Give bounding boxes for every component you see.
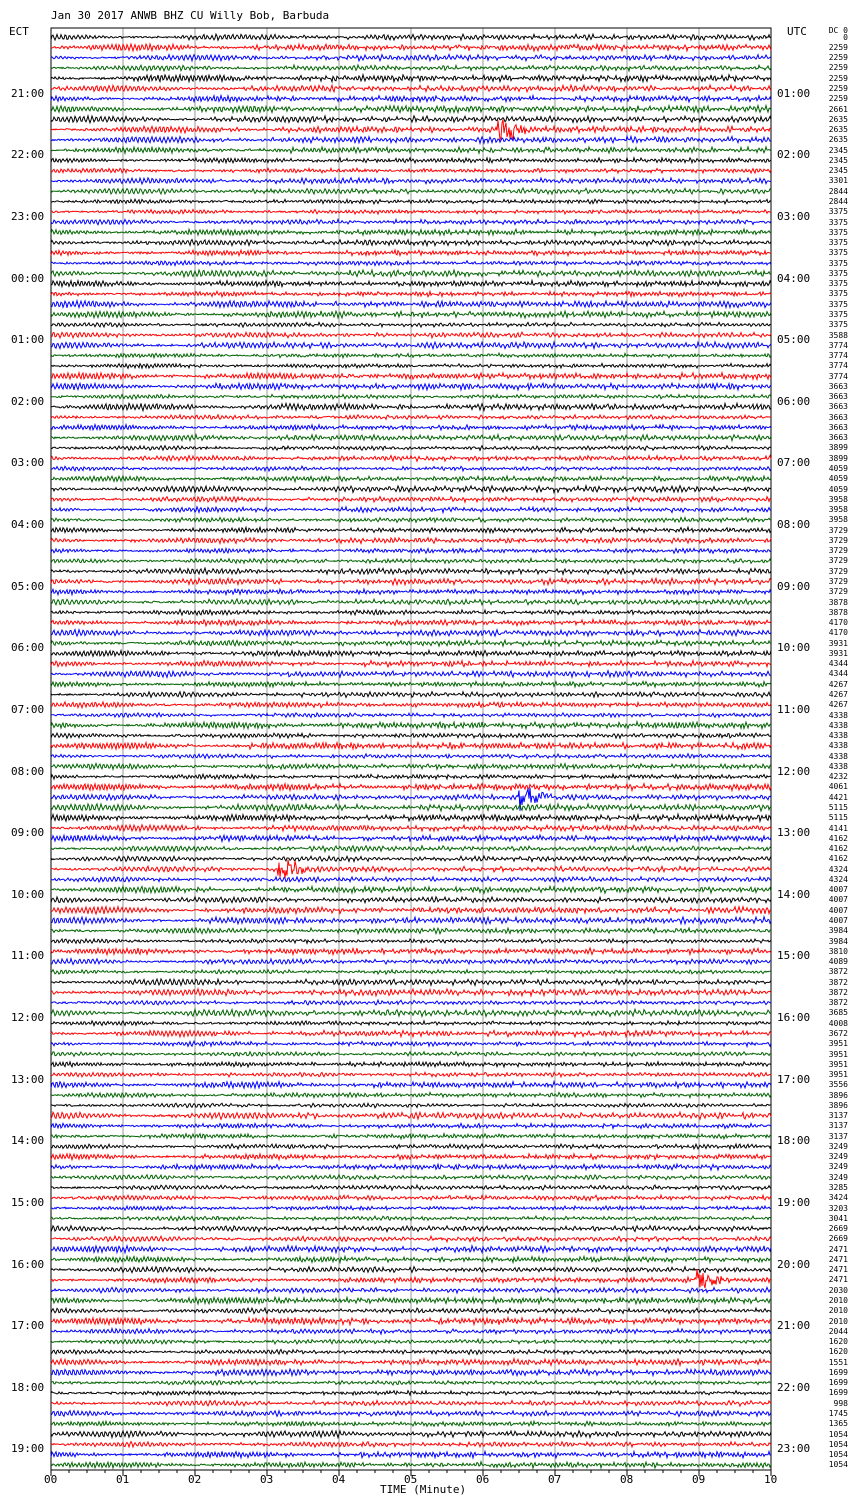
dc-offset-label: 4059 — [828, 464, 848, 474]
minute-gridlines — [51, 28, 771, 1470]
dc-offset-label: 4338 — [828, 710, 848, 720]
dc-offset-label: 4338 — [828, 751, 848, 761]
dc-offset-label: 3774 — [828, 351, 848, 361]
right-hour-label: 18:00 — [777, 1134, 811, 1148]
x-tick-label: 02 — [188, 1473, 202, 1486]
dc-offset-label: 3375 — [828, 289, 848, 299]
left-hour-label: 01:00 — [11, 333, 45, 347]
dc-offset-label: 2259 — [828, 94, 848, 104]
dc-offset-label: 2661 — [828, 104, 848, 114]
dc-offset-label: 1054 — [828, 1429, 848, 1439]
dc-offset-label: 3285 — [828, 1183, 848, 1193]
right-hour-label: 05:00 — [777, 333, 811, 347]
dc-offset-label: 4324 — [828, 874, 848, 884]
dc-offset-label: 2669 — [828, 1234, 848, 1244]
left-hour-label: 05:00 — [11, 579, 45, 593]
left-hour-label: 18:00 — [11, 1380, 45, 1394]
dc-offset-label: 4059 — [828, 484, 848, 494]
dc-offset-label: 4267 — [828, 679, 848, 689]
dc-offset-label: 2010 — [828, 1316, 848, 1326]
dc-offset-label: 3729 — [828, 566, 848, 576]
dc-offset-label: 3958 — [828, 505, 848, 515]
dc-offset-label: 4170 — [828, 628, 848, 638]
dc-offset-label: 2635 — [828, 114, 848, 124]
dc-offset-label: 2345 — [828, 166, 848, 176]
dc-offset-label: 3984 — [828, 936, 848, 946]
x-tick-label: 01 — [116, 1473, 130, 1486]
dc-offset-label: 2471 — [828, 1275, 848, 1285]
right-hour-label: 15:00 — [777, 949, 811, 963]
dc-offset-label: 4344 — [828, 669, 848, 679]
dc-offset-label: 3931 — [828, 648, 848, 658]
dc-offset-label: 2635 — [828, 135, 848, 145]
dc-offset-label: 4007 — [828, 885, 848, 895]
dc-offset-label: 3375 — [828, 248, 848, 258]
dc-offset-label: 3375 — [828, 309, 848, 319]
dc-offset-label: 4421 — [828, 792, 848, 802]
chart-title: Jan 30 2017 ANWB BHZ CU Willy Bob, Barbuda — [51, 9, 330, 22]
dc-offset-label: 2471 — [828, 1254, 848, 1264]
right-hour-label: 19:00 — [777, 1195, 811, 1209]
dc-offset-label: 4162 — [828, 844, 848, 854]
dc-offset-label: 3137 — [828, 1121, 848, 1131]
dc-offset-label: 3774 — [828, 371, 848, 381]
left-hour-label: 11:00 — [11, 949, 45, 963]
dc-offset-label: 2259 — [828, 42, 848, 52]
dc-offset-label: 4344 — [828, 659, 848, 669]
dc-offset-label: 4338 — [828, 720, 848, 730]
right-hour-label: 07:00 — [777, 456, 811, 470]
dc-offset-label: 0 — [843, 32, 848, 42]
dc-offset-label: 4007 — [828, 905, 848, 915]
dc-offset-label: 3556 — [828, 1080, 848, 1090]
x-tick-label: 06 — [476, 1473, 490, 1486]
dc-offset-label: 1745 — [828, 1409, 848, 1418]
right-hour-label: 11:00 — [777, 702, 811, 716]
x-tick-label: 00 — [44, 1473, 58, 1486]
dc-offset-label: 3899 — [828, 443, 848, 453]
dc-offset-label: 4059 — [828, 474, 848, 484]
x-tick-label: 07 — [548, 1473, 562, 1486]
dc-offset-label: 3375 — [828, 320, 848, 330]
left-timezone-label: ECT — [9, 25, 29, 38]
dc-offset-label: 4089 — [828, 957, 848, 967]
dc-offset-label: 2044 — [828, 1326, 848, 1336]
dc-header: DC 0 — [828, 26, 848, 35]
dc-offset-label: 4338 — [828, 731, 848, 741]
dc-offset-label: 4338 — [828, 741, 848, 751]
dc-offset-label: 3663 — [828, 402, 848, 412]
dc-offset-label: 3872 — [828, 987, 848, 997]
dc-offset-label: 3774 — [828, 340, 848, 350]
dc-offset-label: 2345 — [828, 145, 848, 155]
dc-offset-label: 2259 — [828, 53, 848, 63]
right-hour-label: 04:00 — [777, 271, 811, 285]
right-hour-label: 23:00 — [777, 1442, 811, 1456]
dc-offset-label: 5115 — [828, 813, 848, 823]
x-tick-label: 05 — [404, 1473, 418, 1486]
dc-offset-label: 3375 — [828, 227, 848, 237]
left-hour-label: 23:00 — [11, 209, 45, 223]
dc-offset-label: 1054 — [828, 1439, 848, 1449]
left-hour-label: 00:00 — [11, 271, 45, 285]
left-hour-label: 12:00 — [11, 1011, 45, 1025]
dc-offset-label: 3958 — [828, 494, 848, 504]
dc-offset-label: 3872 — [828, 998, 848, 1008]
right-hour-label: 20:00 — [777, 1257, 811, 1271]
right-hour-label: 06:00 — [777, 394, 811, 408]
dc-offset-label: 3663 — [828, 392, 848, 402]
dc-offset-label: 2635 — [828, 125, 848, 135]
left-hour-label: 19:00 — [11, 1442, 45, 1456]
right-hour-label: 12:00 — [777, 764, 811, 778]
dc-offset-label: 3685 — [828, 1008, 848, 1018]
dc-offset-label: 3375 — [828, 238, 848, 248]
dc-offset-label: 3041 — [828, 1213, 848, 1223]
dc-offset-label: 3774 — [828, 361, 848, 371]
right-hour-label: 14:00 — [777, 887, 811, 901]
left-hour-label: 21:00 — [11, 86, 45, 100]
dc-offset-label: 4061 — [828, 782, 848, 792]
dc-offset-label: 4267 — [828, 690, 848, 699]
dc-offset-label: 3896 — [828, 1090, 848, 1100]
dc-offset-label: 3249 — [828, 1141, 848, 1151]
left-hour-label: 03:00 — [11, 456, 45, 470]
dc-offset-label: 1620 — [828, 1347, 848, 1357]
dc-offset-label: 3878 — [828, 607, 848, 617]
x-tick-label: 10 — [764, 1473, 778, 1486]
dc-offset-label: 1620 — [828, 1337, 848, 1347]
dc-offset-label: 3375 — [828, 299, 848, 309]
left-hour-label: 16:00 — [11, 1257, 45, 1271]
dc-offset-label: 3931 — [828, 638, 848, 648]
right-timezone-label: UTC — [787, 25, 807, 38]
dc-offset-label: 3729 — [828, 525, 848, 535]
x-axis-label: TIME (Minute) — [380, 1483, 467, 1496]
dc-offset-label: 2844 — [828, 186, 848, 196]
left-hour-label: 06:00 — [11, 641, 45, 655]
dc-offset-label: 3872 — [828, 967, 848, 977]
dc-offset-label: 3729 — [828, 577, 848, 587]
left-hour-label: 10:00 — [11, 887, 45, 901]
dc-offset-label: 3810 — [828, 946, 848, 956]
x-tick-label: 08 — [620, 1473, 634, 1486]
dc-offset-label: 3663 — [828, 381, 848, 391]
dc-offset-label: 3729 — [828, 535, 848, 545]
dc-offset-label: 4162 — [828, 833, 848, 843]
dc-offset-label: 4324 — [828, 864, 848, 874]
dc-offset-label: 1699 — [828, 1378, 848, 1388]
dc-offset-label: 1365 — [828, 1419, 848, 1429]
dc-offset-label: 4232 — [828, 772, 848, 782]
dc-offset-label: 3729 — [828, 546, 848, 556]
left-hour-label: 07:00 — [11, 702, 45, 716]
right-hour-label: 22:00 — [777, 1380, 811, 1394]
dc-offset-label: 1551 — [828, 1357, 848, 1367]
right-hour-label: 21:00 — [777, 1319, 811, 1333]
dc-offset-label: 2010 — [828, 1296, 848, 1306]
dc-offset-label: 3375 — [828, 268, 848, 278]
dc-offset-label: 1699 — [828, 1367, 848, 1377]
dc-offset-label: 3951 — [828, 1049, 848, 1059]
dc-offset-label: 2030 — [828, 1285, 848, 1295]
dc-offset-label: 3672 — [828, 1028, 848, 1038]
dc-offset-label: 3899 — [828, 453, 848, 463]
left-hour-label: 14:00 — [11, 1134, 45, 1148]
dc-offset-label: 1054 — [828, 1460, 848, 1470]
right-hour-label: 17:00 — [777, 1072, 811, 1086]
dc-offset-label: 2669 — [828, 1224, 848, 1234]
dc-offset-label: 4007 — [828, 895, 848, 905]
dc-offset-label: 2259 — [828, 73, 848, 83]
dc-offset-label: 3375 — [828, 217, 848, 227]
dc-offset-label: 3872 — [828, 977, 848, 987]
right-hour-label: 10:00 — [777, 641, 811, 655]
dc-offset-label: 2471 — [828, 1265, 848, 1275]
dc-offset-label: 3424 — [828, 1193, 848, 1203]
right-hour-label: 16:00 — [777, 1011, 811, 1025]
dc-offset-label: 2259 — [828, 83, 848, 93]
dc-offset-label: 3249 — [828, 1172, 848, 1182]
dc-offset-label: 2471 — [828, 1244, 848, 1254]
left-hour-label: 13:00 — [11, 1072, 45, 1086]
dc-offset-label: 3137 — [828, 1131, 848, 1141]
dc-offset-label: 3951 — [828, 1070, 848, 1080]
dc-offset-label: 3249 — [828, 1152, 848, 1162]
right-hour-label: 02:00 — [777, 148, 811, 162]
dc-offset-label: 998 — [833, 1398, 848, 1408]
right-hour-label: 09:00 — [777, 579, 811, 593]
dc-offset-label: 3958 — [828, 515, 848, 525]
right-hour-label: 13:00 — [777, 826, 811, 840]
right-hour-label: 01:00 — [777, 86, 811, 100]
right-hour-label: 08:00 — [777, 518, 811, 532]
left-hour-label: 17:00 — [11, 1319, 45, 1333]
dc-offset-label: 3203 — [828, 1203, 848, 1213]
dc-offset-label: 3984 — [828, 926, 848, 936]
dc-offset-label: 3951 — [828, 1059, 848, 1069]
dc-offset-label: 4267 — [828, 700, 848, 710]
dc-offset-label: 4338 — [828, 761, 848, 771]
dc-offset-label: 4162 — [828, 854, 848, 864]
dc-offset-label: 3301 — [828, 176, 848, 186]
x-tick-label: 03 — [260, 1473, 274, 1486]
dc-offset-label: 4141 — [828, 823, 848, 833]
left-hour-label: 08:00 — [11, 764, 45, 778]
left-hour-label: 04:00 — [11, 518, 45, 532]
dc-offset-label: 3375 — [828, 207, 848, 217]
left-hour-label: 02:00 — [11, 394, 45, 408]
dc-offset-label: 3729 — [828, 587, 848, 597]
dc-offset-label: 3137 — [828, 1111, 848, 1121]
x-tick-label: 04 — [332, 1473, 346, 1486]
dc-offset-label: 2844 — [828, 196, 848, 206]
dc-offset-label: 2259 — [828, 63, 848, 73]
dc-offset-label: 3375 — [828, 279, 848, 289]
left-hour-label: 22:00 — [11, 148, 45, 162]
dc-offset-label: 1054 — [828, 1450, 848, 1460]
left-hour-label: 15:00 — [11, 1195, 45, 1209]
dc-offset-label: 3588 — [828, 330, 848, 340]
dc-offset-label: 3878 — [828, 597, 848, 607]
dc-offset-label: 4007 — [828, 915, 848, 925]
left-hour-label: 09:00 — [11, 826, 45, 840]
dc-offset-label: 4008 — [828, 1018, 848, 1028]
x-tick-label: 09 — [692, 1473, 706, 1486]
dc-offset-label: 4170 — [828, 618, 848, 628]
dc-offset-label: 3663 — [828, 422, 848, 432]
dc-offset-label: 1699 — [828, 1388, 848, 1398]
dc-offset-label: 3663 — [828, 433, 848, 443]
right-hour-label: 03:00 — [777, 209, 811, 223]
dc-offset-label: 3896 — [828, 1100, 848, 1110]
dc-offset-label: 3249 — [828, 1162, 848, 1172]
dc-offset-label: 2345 — [828, 155, 848, 165]
dc-offset-label: 2010 — [828, 1306, 848, 1316]
dc-offset-label: 3663 — [828, 412, 848, 422]
dc-offset-label: 5115 — [828, 802, 848, 812]
dc-offset-label: 3375 — [828, 258, 848, 268]
dc-offset-label: 3951 — [828, 1039, 848, 1049]
dc-offset-label: 3729 — [828, 556, 848, 566]
